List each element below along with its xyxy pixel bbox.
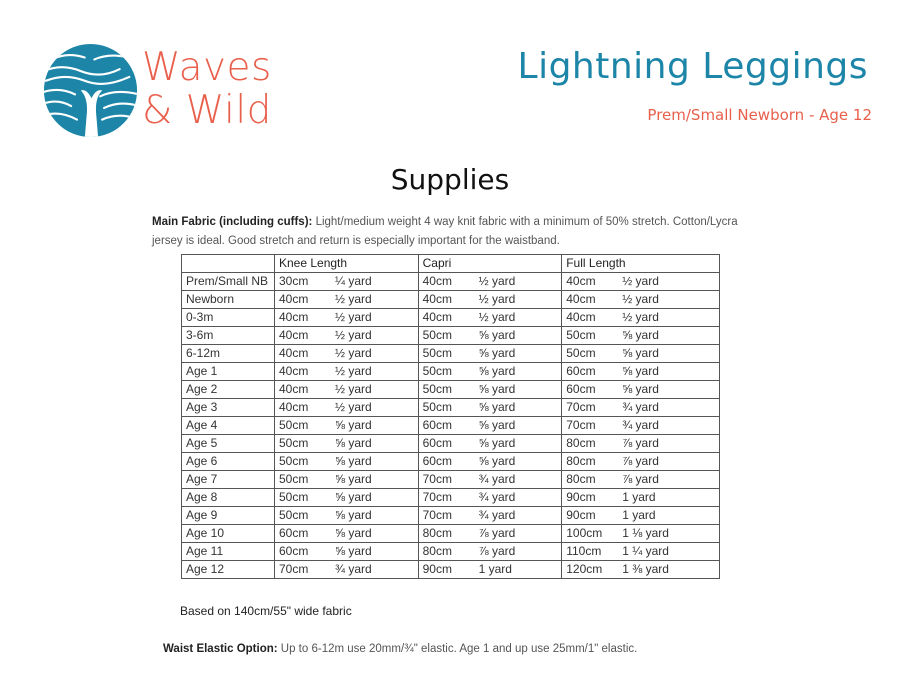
knee-length-cell <box>275 543 419 561</box>
capri-yard: ¾ yard <box>478 472 516 486</box>
full-length-cell <box>562 399 720 417</box>
capri-cell <box>418 489 562 507</box>
capri-cm: 70cm <box>422 490 452 504</box>
fabric-width-note: Based on 140cm/55" wide fabric <box>180 604 352 618</box>
knee-length-yard: ⅝ yard <box>335 508 372 522</box>
capri-yard: ¾ yard <box>478 508 516 522</box>
full-length-cm: 40cm <box>566 274 596 288</box>
full-length-cell <box>562 345 720 363</box>
knee-length-cm: 40cm <box>279 310 309 324</box>
full-length-yard: ⅝ yard <box>622 382 659 396</box>
full-length-cm: 60cm <box>566 364 596 378</box>
full-length-cm: 90cm <box>566 508 596 522</box>
capri-cell <box>418 291 562 309</box>
knee-length-yard: ½ yard <box>335 292 372 306</box>
knee-length-cm: 50cm <box>279 454 309 468</box>
knee-length-cell <box>275 291 419 309</box>
capri-yard: ⅞ yard <box>478 544 516 558</box>
size-cell: 0-3m <box>182 309 275 327</box>
knee-length-yard: ½ yard <box>335 328 372 342</box>
table-row <box>182 273 720 291</box>
capri-cell <box>418 417 562 435</box>
full-length-yard: 1 ⅜ yard <box>622 562 669 576</box>
table-row <box>182 291 720 309</box>
capri-cm: 60cm <box>422 436 452 450</box>
knee-length-cm: 40cm <box>279 328 309 342</box>
knee-length-cell <box>275 489 419 507</box>
capri-yard: ⅝ yard <box>478 364 516 378</box>
knee-length-cm: 50cm <box>279 418 309 432</box>
full-length-cm: 80cm <box>566 472 596 486</box>
table-row <box>182 507 720 525</box>
header-capri: Capri <box>418 255 562 273</box>
capri-cm: 40cm <box>422 310 452 324</box>
full-length-cm: 40cm <box>566 310 596 324</box>
full-length-cm: 120cm <box>566 562 603 576</box>
size-cell: Age 2 <box>182 381 275 399</box>
header-size <box>182 255 275 273</box>
full-length-cell <box>562 471 720 489</box>
full-length-cell <box>562 363 720 381</box>
capri-cm: 60cm <box>422 418 452 432</box>
knee-length-cell <box>275 417 419 435</box>
knee-length-cell <box>275 399 419 417</box>
capri-cm: 70cm <box>422 472 452 486</box>
capri-cell <box>418 561 562 579</box>
size-cell: 6-12m <box>182 345 275 363</box>
table-row <box>182 417 720 435</box>
knee-length-yard: ⅝ yard <box>335 526 372 540</box>
brand-line-2: & Wild <box>142 88 272 133</box>
full-length-yard: ¾ yard <box>622 418 659 432</box>
size-cell: 3-6m <box>182 327 275 345</box>
size-cell: Age 12 <box>182 561 275 579</box>
knee-length-cm: 60cm <box>279 526 309 540</box>
knee-length-cm: 60cm <box>279 544 309 558</box>
full-length-cm: 90cm <box>566 490 596 504</box>
knee-length-cell <box>275 435 419 453</box>
knee-length-yard: ½ yard <box>335 400 372 414</box>
capri-cm: 80cm <box>422 526 452 540</box>
main-fabric-label: Main Fabric (including cuffs): <box>152 216 313 228</box>
capri-yard: ⅝ yard <box>478 400 516 414</box>
knee-length-cm: 50cm <box>279 490 309 504</box>
capri-cm: 60cm <box>422 454 452 468</box>
brand-line-1: Waves <box>142 45 272 90</box>
full-length-cell <box>562 291 720 309</box>
knee-length-cm: 30cm <box>279 274 309 288</box>
knee-length-cell <box>275 327 419 345</box>
table-row <box>182 453 720 471</box>
size-cell: Age 5 <box>182 435 275 453</box>
capri-cell <box>418 453 562 471</box>
size-cell: Prem/Small NB <box>182 273 275 291</box>
table-row <box>182 327 720 345</box>
full-length-yard: ⅞ yard <box>622 436 659 450</box>
size-cell: Newborn <box>182 291 275 309</box>
capri-cm: 50cm <box>422 328 452 342</box>
capri-cell <box>418 507 562 525</box>
pattern-size-range: Prem/Small Newborn - Age 12 <box>647 106 872 124</box>
knee-length-cm: 50cm <box>279 472 309 486</box>
knee-length-cell <box>275 507 419 525</box>
knee-length-yard: ¼ yard <box>335 274 372 288</box>
brand-name <box>142 46 272 132</box>
capri-cell <box>418 381 562 399</box>
knee-length-yard: ⅝ yard <box>335 472 372 486</box>
full-length-yard: ½ yard <box>622 274 659 288</box>
table-row <box>182 309 720 327</box>
capri-cm: 80cm <box>422 544 452 558</box>
capri-yard: ⅝ yard <box>478 418 516 432</box>
main-fabric-description <box>152 213 762 251</box>
full-length-cell <box>562 381 720 399</box>
full-length-cell <box>562 309 720 327</box>
capri-cm: 50cm <box>422 346 452 360</box>
size-cell: Age 4 <box>182 417 275 435</box>
capri-cell <box>418 543 562 561</box>
full-length-cell <box>562 543 720 561</box>
full-length-cm: 110cm <box>566 544 602 558</box>
capri-yard: ¾ yard <box>478 490 516 504</box>
full-length-cm: 80cm <box>566 436 596 450</box>
size-cell: Age 7 <box>182 471 275 489</box>
full-length-cell <box>562 489 720 507</box>
full-length-cm: 100cm <box>566 526 603 540</box>
knee-length-cm: 50cm <box>279 508 309 522</box>
knee-length-cm: 40cm <box>279 400 309 414</box>
pattern-title: Lightning Leggings <box>517 46 868 87</box>
header-knee-length: Knee Length <box>275 255 419 273</box>
table-row <box>182 489 720 507</box>
capri-yard: ⅝ yard <box>478 436 516 450</box>
table-row <box>182 561 720 579</box>
waist-elastic-option <box>163 643 637 655</box>
waist-elastic-text: Up to 6-12m use 20mm/¾" elastic. Age 1 and up use 25mm/1" elastic. <box>277 643 638 655</box>
knee-length-yard: ½ yard <box>335 382 372 396</box>
capri-cm: 50cm <box>422 364 452 378</box>
capri-yard: ½ yard <box>478 292 516 306</box>
full-length-yard: ⅝ yard <box>622 346 659 360</box>
full-length-yard: 1 yard <box>622 490 656 504</box>
table-row <box>182 471 720 489</box>
capri-yard: ½ yard <box>478 310 516 324</box>
capri-cell <box>418 525 562 543</box>
capri-yard: ⅝ yard <box>478 454 516 468</box>
capri-yard: ⅝ yard <box>478 346 516 360</box>
size-cell: Age 11 <box>182 543 275 561</box>
wave-circle-logo-icon <box>42 42 139 139</box>
table-row <box>182 435 720 453</box>
capri-cm: 90cm <box>422 562 452 576</box>
knee-length-yard: ⅝ yard <box>335 454 372 468</box>
knee-length-cm: 40cm <box>279 364 309 378</box>
knee-length-cell <box>275 471 419 489</box>
full-length-yard: ½ yard <box>622 310 659 324</box>
full-length-cell <box>562 507 720 525</box>
full-length-cell <box>562 435 720 453</box>
fabric-requirements-table <box>181 254 720 579</box>
size-cell: Age 8 <box>182 489 275 507</box>
table-row <box>182 543 720 561</box>
full-length-yard: ⅝ yard <box>622 328 659 342</box>
capri-cell <box>418 435 562 453</box>
full-length-yard: ¾ yard <box>622 400 659 414</box>
capri-cell <box>418 471 562 489</box>
knee-length-cell <box>275 273 419 291</box>
knee-length-cell <box>275 363 419 381</box>
knee-length-cm: 40cm <box>279 346 309 360</box>
table-row <box>182 381 720 399</box>
capri-cm: 50cm <box>422 382 452 396</box>
knee-length-yard: ⅝ yard <box>335 418 372 432</box>
capri-yard: ½ yard <box>478 274 516 288</box>
knee-length-yard: ½ yard <box>335 364 372 378</box>
knee-length-cell <box>275 309 419 327</box>
knee-length-cell <box>275 345 419 363</box>
table-row <box>182 399 720 417</box>
knee-length-cell <box>275 525 419 543</box>
capri-yard: 1 yard <box>478 562 512 576</box>
capri-cm: 70cm <box>422 508 452 522</box>
size-cell: Age 9 <box>182 507 275 525</box>
capri-cm: 40cm <box>422 292 452 306</box>
knee-length-yard: ¾ yard <box>335 562 372 576</box>
full-length-cm: 80cm <box>566 454 596 468</box>
header-full-length: Full Length <box>562 255 720 273</box>
capri-cell <box>418 309 562 327</box>
knee-length-cell <box>275 381 419 399</box>
size-cell: Age 1 <box>182 363 275 381</box>
main-fabric-text: Light/medium weight 4 way knit fabric with a minimum of 50% stretch. Cotton/Lycra jersey is ideal. Good stretch and return is especially important for the waistband. <box>152 216 738 247</box>
capri-yard: ⅞ yard <box>478 526 516 540</box>
knee-length-yard: ½ yard <box>335 346 372 360</box>
full-length-cm: 50cm <box>566 328 596 342</box>
table-body <box>182 273 720 579</box>
full-length-cm: 40cm <box>566 292 596 306</box>
knee-length-cell <box>275 453 419 471</box>
full-length-cell <box>562 327 720 345</box>
table-header-row <box>182 255 720 273</box>
size-cell: Age 3 <box>182 399 275 417</box>
full-length-yard: ⅞ yard <box>622 472 659 486</box>
brand-logo <box>42 42 292 142</box>
full-length-yard: 1 ¼ yard <box>622 544 669 558</box>
capri-cell <box>418 399 562 417</box>
table-row <box>182 363 720 381</box>
knee-length-cell <box>275 561 419 579</box>
full-length-yard: ⅝ yard <box>622 364 659 378</box>
full-length-cell <box>562 525 720 543</box>
full-length-cell <box>562 417 720 435</box>
section-title: Supplies <box>390 163 510 196</box>
knee-length-cm: 40cm <box>279 382 309 396</box>
full-length-cm: 50cm <box>566 346 596 360</box>
knee-length-cm: 70cm <box>279 562 309 576</box>
full-length-cm: 60cm <box>566 382 596 396</box>
size-cell: Age 6 <box>182 453 275 471</box>
full-length-cell <box>562 453 720 471</box>
capri-cm: 40cm <box>422 274 452 288</box>
full-length-yard: 1 yard <box>622 508 656 522</box>
capri-cell <box>418 327 562 345</box>
full-length-yard: 1 ⅛ yard <box>622 526 669 540</box>
capri-cell <box>418 273 562 291</box>
capri-cell <box>418 363 562 381</box>
full-length-cm: 70cm <box>566 400 596 414</box>
knee-length-yard: ⅝ yard <box>335 490 372 504</box>
knee-length-yard: ⅝ yard <box>335 436 372 450</box>
capri-yard: ⅝ yard <box>478 382 516 396</box>
full-length-yard: ⅞ yard <box>622 454 659 468</box>
capri-yard: ⅝ yard <box>478 328 516 342</box>
capri-cell <box>418 345 562 363</box>
waist-elastic-label: Waist Elastic Option: <box>163 643 278 655</box>
full-length-cm: 70cm <box>566 418 596 432</box>
full-length-cell <box>562 273 720 291</box>
table-row <box>182 345 720 363</box>
size-cell: Age 10 <box>182 525 275 543</box>
table-row <box>182 525 720 543</box>
capri-cm: 50cm <box>422 400 452 414</box>
knee-length-cm: 40cm <box>279 292 309 306</box>
full-length-yard: ½ yard <box>622 292 659 306</box>
knee-length-cm: 50cm <box>279 436 309 450</box>
full-length-cell <box>562 561 720 579</box>
knee-length-yard: ⅝ yard <box>335 544 372 558</box>
knee-length-yard: ½ yard <box>335 310 372 324</box>
